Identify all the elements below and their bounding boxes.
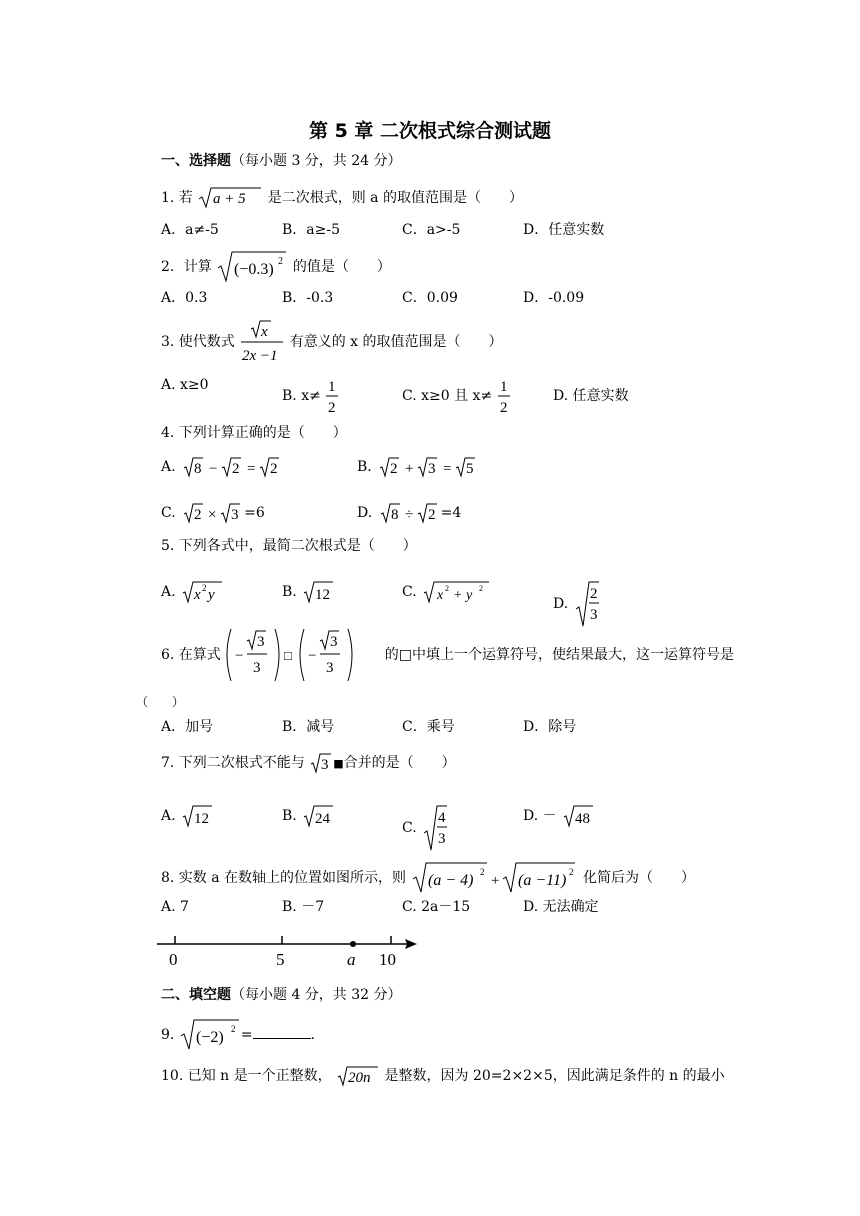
svg-text:3: 3 — [321, 757, 329, 773]
svg-text:×: × — [208, 507, 217, 523]
q6-option-c: C．乘号 — [402, 719, 455, 735]
svg-text:(a − 4): (a − 4) — [427, 872, 473, 889]
q2-option-b: B．-0.3 — [282, 290, 334, 306]
question-7 — [161, 751, 456, 775]
svg-text:=: = — [247, 461, 256, 477]
question-9 — [161, 1018, 315, 1052]
equals-sign: = — [240, 1027, 253, 1043]
section-2-heading — [161, 986, 402, 1004]
option-label: C. — [402, 820, 417, 836]
math-expression — [377, 501, 441, 525]
svg-text:2: 2 — [427, 507, 436, 523]
option-label: B. — [357, 459, 372, 475]
q8-option-b: B. －7 — [282, 899, 325, 915]
option-label: D. － — [523, 808, 557, 824]
svg-text:3: 3 — [428, 461, 436, 477]
question-number: 2．计算 — [161, 259, 212, 275]
svg-text:3: 3 — [438, 831, 446, 847]
tick-label-0: 0 — [169, 950, 178, 969]
q3-option-c — [402, 376, 511, 416]
q3-option-d: D. 任意实数 — [553, 388, 629, 404]
fraction-one-half — [325, 376, 339, 416]
svg-text:8: 8 — [194, 461, 202, 477]
svg-text:2: 2 — [270, 461, 278, 477]
svg-text:=: = — [443, 461, 452, 477]
math-expression — [301, 803, 335, 829]
q2-option-a: A．0.3 — [161, 290, 208, 306]
q8-option-c: C. 2a－15 — [402, 899, 471, 915]
question-text: 7. 下列二次根式不能与 — [161, 755, 305, 771]
svg-text:3: 3 — [253, 660, 261, 676]
svg-text:12: 12 — [315, 587, 331, 603]
svg-text:3: 3 — [326, 660, 334, 676]
radicand: a + 5 — [213, 191, 246, 207]
svg-text:3: 3 — [257, 634, 265, 650]
option-label: D. — [553, 596, 569, 612]
question-5: 5. 下列各式中，最简二次根式是（ ） — [161, 538, 417, 554]
black-square-mark: ■ — [333, 757, 344, 770]
q7-option-b — [282, 803, 335, 829]
number-line-figure — [155, 930, 425, 970]
question-text-end: 化简后为（ ） — [582, 870, 695, 886]
question-number: 6. 在算式 — [161, 647, 221, 663]
q6-option-d: D．除号 — [523, 719, 577, 735]
numerator: x — [261, 324, 268, 340]
svg-text:20n: 20n — [348, 1070, 371, 1086]
svg-text:12: 12 — [194, 811, 210, 827]
math-expression — [180, 501, 244, 525]
question-text: 的值是（ ） — [292, 259, 391, 275]
svg-text:−: − — [308, 648, 317, 664]
svg-text:3: 3 — [589, 607, 598, 623]
question-4: 4. 下列计算正确的是（ ） — [161, 425, 347, 441]
sqrt-expression — [216, 250, 288, 284]
math-expression — [421, 579, 491, 605]
svg-text:□: □ — [284, 648, 293, 663]
option-label: A. — [161, 584, 176, 600]
svg-text:2: 2 — [479, 584, 484, 593]
section-1-note: （每小题 3 分，共 24 分） — [231, 153, 402, 169]
q5-option-b — [282, 579, 335, 605]
svg-text:24: 24 — [315, 811, 331, 827]
option-result: =6 — [244, 505, 265, 521]
tick-label-5: 5 — [276, 950, 285, 969]
option-label: C. — [161, 505, 176, 521]
svg-text:2: 2 — [328, 400, 336, 416]
section-1-title: 一、选择题 — [161, 153, 231, 169]
svg-text:2: 2 — [499, 400, 508, 416]
math-expression — [180, 455, 284, 479]
q7-option-a — [161, 803, 214, 829]
q5-option-d — [553, 579, 601, 629]
answer-blank[interactable] — [253, 1026, 311, 1039]
option-text: B. x≠ — [282, 388, 321, 404]
question-text: 8. 实数 a 在数轴上的位置如图所示，则 — [161, 870, 407, 886]
question-8 — [161, 861, 695, 895]
option-text: A. x≥0 — [161, 377, 209, 393]
q2-option-d: D．-0.09 — [523, 290, 585, 306]
svg-text:+: + — [405, 461, 414, 477]
svg-text:2: 2 — [194, 507, 202, 523]
question-text: 的□中填上一个运算符号，使结果最大，这一运算符号是 — [384, 647, 734, 663]
option-label: D. — [357, 505, 373, 521]
q1-option-b: B．a≥-5 — [282, 222, 341, 238]
svg-text:−: − — [235, 648, 244, 664]
option-label: A. — [161, 808, 176, 824]
option-result: =4 — [440, 505, 462, 521]
page-title: 第 5 章 二次根式综合测试题 — [308, 120, 552, 142]
q1-option-c: C．a>-5 — [402, 222, 461, 238]
q1-option-d: D．任意实数 — [523, 222, 605, 238]
q7-option-c — [402, 803, 449, 853]
question-3 — [161, 317, 503, 367]
point-a — [350, 941, 356, 947]
svg-text:÷: ÷ — [404, 507, 413, 523]
sqrt-expression — [309, 751, 333, 775]
question-6 — [161, 627, 734, 683]
question-text-end: 合并的是（ ） — [343, 755, 456, 771]
q6-option-a: A．加号 — [161, 719, 214, 735]
math-expression — [376, 455, 480, 479]
q5-option-a — [161, 579, 224, 605]
math-expression — [421, 803, 449, 853]
q1-option-a: A．a≠-5 — [161, 222, 219, 238]
svg-text:4: 4 — [438, 810, 446, 826]
q7-option-d — [523, 803, 595, 829]
svg-text:2: 2 — [232, 461, 240, 477]
math-expression — [411, 861, 579, 895]
q4-option-d — [357, 501, 461, 525]
svg-text:−: − — [209, 461, 218, 477]
q8-option-d: D. 无法确定 — [523, 899, 599, 915]
period: . — [310, 1027, 315, 1043]
q8-option-a: A. 7 — [161, 899, 189, 915]
question-text: 10. 已知 n 是一个正整数， — [161, 1068, 332, 1084]
question-text: 有意义的 x 的取值范围是（ ） — [289, 334, 503, 350]
option-label: B. — [282, 584, 297, 600]
q2-option-c: C．0.09 — [402, 290, 458, 306]
svg-text:3: 3 — [231, 507, 239, 523]
answer-paren: （ ） — [136, 695, 185, 709]
question-text: 是二次根式，则 a 的取值范围是（ ） — [267, 190, 523, 206]
q3-option-b — [282, 376, 339, 416]
sqrt-expression — [179, 1018, 241, 1052]
q3-option-a — [161, 376, 209, 394]
q6-option-b: B．减号 — [282, 719, 335, 735]
math-expression — [301, 579, 335, 605]
svg-text:+: + — [490, 873, 499, 889]
fraction-expression — [239, 317, 285, 367]
svg-text:y: y — [208, 587, 215, 603]
svg-text:x: x — [194, 587, 201, 603]
q4-option-a — [161, 455, 284, 479]
sqrt-expression — [197, 186, 263, 210]
svg-text:3: 3 — [330, 634, 338, 650]
tick-label-10: 10 — [379, 950, 396, 969]
math-expression — [225, 627, 380, 683]
svg-text:2: 2 — [445, 584, 450, 593]
svg-text:1: 1 — [328, 379, 336, 395]
sqrt-expression — [336, 1064, 380, 1088]
question-number: 3. 使代数式 — [161, 334, 235, 350]
math-expression — [180, 579, 224, 605]
option-text: C. x≥0 且 x≠ — [402, 388, 493, 404]
denominator: 2x −1 — [242, 348, 278, 364]
svg-text:1: 1 — [499, 379, 508, 395]
svg-text:8: 8 — [390, 507, 399, 523]
fraction-one-half — [497, 376, 511, 416]
option-label: B. — [282, 808, 297, 824]
question-2 — [161, 250, 391, 284]
q4-option-c — [161, 501, 265, 525]
svg-text:2: 2 — [479, 867, 485, 877]
question-text-end: 是整数，因为 20=2×2×5，因此满足条件的 n 的最小 — [384, 1068, 725, 1084]
point-label-a: a — [347, 950, 356, 969]
svg-text:(a −11): (a −11) — [517, 872, 566, 889]
question-number: 1. 若 — [161, 190, 193, 206]
section-2-title: 二、填空题 — [161, 987, 231, 1003]
svg-text:2: 2 — [568, 867, 574, 877]
q5-option-c — [402, 579, 491, 605]
math-expression — [573, 579, 601, 629]
math-expression — [180, 803, 214, 829]
svg-text:(−2): (−2) — [195, 1029, 224, 1046]
svg-text:2: 2 — [589, 586, 598, 602]
exponent: 2 — [278, 256, 284, 267]
option-label: C. — [402, 584, 417, 600]
question-number: 9. — [161, 1027, 175, 1043]
q4-option-b — [357, 455, 480, 479]
section-2-note: （每小题 4 分，共 32 分） — [231, 987, 402, 1003]
svg-text:48: 48 — [575, 811, 591, 827]
question-1 — [161, 186, 523, 210]
math-expression — [561, 803, 595, 829]
radicand: (−0.3) — [234, 261, 275, 278]
svg-text:2: 2 — [202, 583, 207, 593]
svg-text:2: 2 — [230, 1024, 236, 1034]
option-label: A. — [161, 459, 176, 475]
svg-text:2: 2 — [390, 461, 398, 477]
svg-text:5: 5 — [466, 461, 474, 477]
question-10 — [161, 1064, 725, 1088]
svg-text:x: x — [437, 588, 444, 603]
section-1-heading — [161, 152, 402, 170]
svg-text:+ y: + y — [453, 588, 473, 603]
